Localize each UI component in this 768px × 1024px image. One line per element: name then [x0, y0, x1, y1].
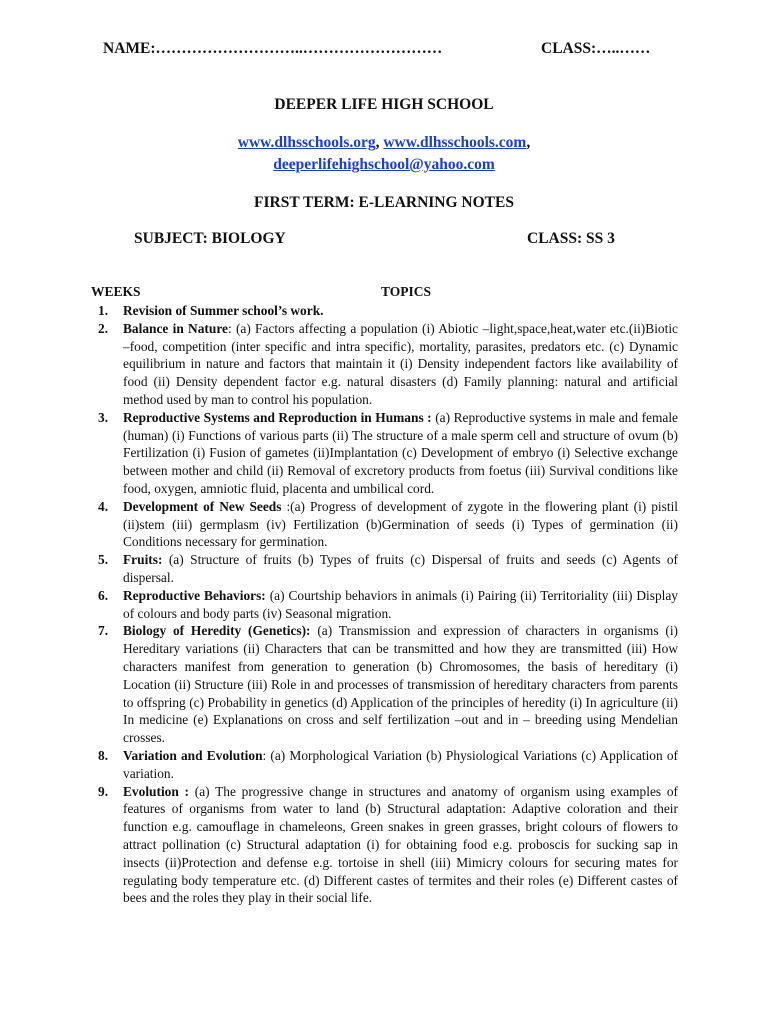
- item-text: : (a) Morphological Variation (b) Physiological Variations (c) Application of variation.: [123, 747, 678, 781]
- list-item: [91, 747, 678, 783]
- topics-list: [91, 302, 678, 907]
- item-number: 3.: [98, 409, 109, 425]
- item-title: Fruits:: [123, 552, 163, 568]
- item-title: Biology of Heredity (Genetics):: [123, 623, 311, 639]
- name-line: NAME:………………………..………………………: [103, 40, 443, 57]
- website-links: [0, 134, 768, 152]
- email-link[interactable]: deeperlifehighschool@yahoo.com: [273, 156, 495, 173]
- item-number: 1.: [98, 303, 109, 318]
- item-number: 4.: [98, 498, 109, 514]
- term-title: FIRST TERM: E-LEARNING NOTES: [254, 194, 514, 211]
- school-name: DEEPER LIFE HIGH SCHOOL: [274, 96, 494, 113]
- email-line: [0, 156, 768, 174]
- list-item: [91, 783, 678, 908]
- weeks-header: WEEKS: [91, 284, 141, 299]
- item-text: : (a) Factors affecting a population (i) Abiotic –light,space,heat,water etc.(ii)Biotic –food, competition (inter specific and intra specific), mortality, parasites, predators etc. (c) Dynamic equilibrium in nature and factors that maintain it (i) Density independent factors like availability of food (ii) Density dependent factor e.g. natural disasters (d) Family planning: natural and artificial method used by man to control his population.: [123, 320, 678, 407]
- list-item: [91, 320, 678, 409]
- list-item: [91, 409, 678, 498]
- item-number: 5.: [98, 552, 109, 568]
- item-title: Revision of Summer school’s work.: [123, 303, 324, 318]
- list-item: [91, 622, 678, 747]
- item-title: Reproductive Behaviors:: [123, 587, 266, 603]
- class-label: CLASS: SS 3: [527, 230, 615, 247]
- item-number: 6.: [98, 587, 109, 603]
- item-title: Development of New Seeds: [123, 498, 282, 514]
- item-text: (a) Transmission and expression of characters in organisms (i) Hereditary variations (ii) Characters that can be transmitted and how they are transmitted (iii) How characters manifest from generation to generation (b) Chromosomes, the basis of hereditary (i) Location (ii) Structure (iii) Role in and processes of transmission of hereditary characters from parents to offspring (c) Probability in genetics (d) Application of the principles of heredity (i) In agriculture (ii) In medicine (e) Explanations on cross and self fertilization –out and in – breeding using Mendelian crosses.: [123, 623, 678, 746]
- table-header: [91, 284, 677, 300]
- item-number: 7.: [98, 623, 109, 639]
- link-separator: ,: [375, 134, 384, 151]
- list-item: [91, 587, 678, 623]
- class-line: CLASS:…..……: [541, 40, 651, 57]
- item-text: (a) The progressive change in structures and anatomy of organism using examples of features of organisms from water to land (b) Structural adaptation: Adaptive coloration and their function e.g. camouflage in chameleons, Green snakes in green grasses, bright colours of flowers to attract pollination (c) Structural adaptation (i) for obtaining food e.g. proboscis for sucking sap in insects (ii)Protection and defense e.g. tortoise in shell (iii) Mimicry colours for securing mates for regulating body temperature etc. (d) Different castes of termites and their roles (e) Different castes of bees and the roles they play in their social life.: [123, 783, 678, 906]
- topics-header: TOPICS: [381, 284, 432, 299]
- link-trailing-comma: ,: [526, 134, 531, 151]
- item-text: (a) Courtship behaviors in animals (i) Pairing (ii) Territoriality (iii) Display of colours and body parts (iv) Seasonal migration.: [123, 587, 678, 621]
- website-link-org[interactable]: www.dlhsschools.org: [237, 134, 376, 151]
- item-title: Variation and Evolution: [123, 747, 263, 763]
- list-item: [91, 302, 678, 320]
- item-title: Reproductive Systems and Reproduction in Humans :: [123, 409, 432, 425]
- item-text: (a) Structure of fruits (b) Types of fruits (c) Dispersal of fruits and seeds (c) Agents of dispersal.: [123, 552, 678, 585]
- item-number: 2.: [98, 320, 109, 336]
- item-text: (a) Reproductive systems in male and female (human) (i) Functions of various parts (ii) The structure of a male sperm cell and structure of ovum (b) Fertilization (i) Fusion of gametes (ii)Implantation (c) Development of embryo (i) Selective exchange between mother and child (ii) Removal of excretory products from foetus (iii) Survival conditions like food, oxygen, amniotic fluid, placenta and umbilical cord.: [123, 409, 678, 496]
- subject-label: SUBJECT: BIOLOGY: [134, 230, 286, 247]
- item-number: 8.: [98, 747, 109, 763]
- list-item: [91, 498, 678, 551]
- list-item: [91, 551, 678, 587]
- item-title: Evolution :: [123, 783, 190, 799]
- item-number: 9.: [98, 783, 109, 799]
- website-link-com[interactable]: www.dlhsschools.com: [383, 134, 527, 151]
- item-text: :(a) Progress of development of zygote in the flowering plant (i) pistil (ii)stem (iii) germplasm (iv) Fertilization (b)Germination of seeds (i) Types of germination (ii) Conditions necessary for germination.: [123, 498, 679, 550]
- item-title: Balance in Nature: [123, 320, 228, 336]
